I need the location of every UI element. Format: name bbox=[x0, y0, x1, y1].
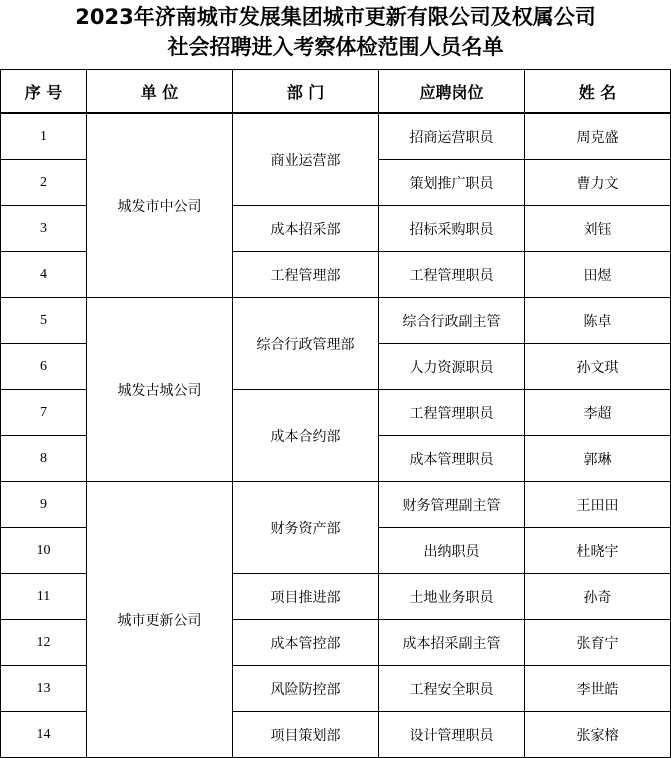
person-name-cell: 李世皓 bbox=[525, 666, 671, 712]
position-cell: 工程管理职员 bbox=[379, 252, 525, 298]
header-unit: 单 位 bbox=[87, 70, 233, 114]
unit-cell: 城发古城公司 bbox=[87, 298, 233, 482]
row-number: 3 bbox=[1, 206, 87, 252]
person-name-cell: 田煜 bbox=[525, 252, 671, 298]
table-header-row bbox=[1, 70, 671, 114]
position-cell: 设计管理职员 bbox=[379, 712, 525, 758]
position-cell: 策划推广职员 bbox=[379, 160, 525, 206]
unit-cell: 城市更新公司 bbox=[87, 482, 233, 758]
person-name-cell: 刘钰 bbox=[525, 206, 671, 252]
title-line-1: 2023年济南城市发展集团城市更新有限公司及权属公司 bbox=[75, 5, 596, 29]
header-position: 应聘岗位 bbox=[379, 70, 525, 114]
row-number: 14 bbox=[1, 712, 87, 758]
person-name-cell: 曹力文 bbox=[525, 160, 671, 206]
row-number: 12 bbox=[1, 620, 87, 666]
person-name-cell: 王田田 bbox=[525, 482, 671, 528]
person-name-cell: 孙奇 bbox=[525, 574, 671, 620]
personnel-table bbox=[0, 69, 671, 758]
position-cell: 财务管理副主管 bbox=[379, 482, 525, 528]
person-name-cell: 杜晓宇 bbox=[525, 528, 671, 574]
person-name-cell: 郭琳 bbox=[525, 436, 671, 482]
position-cell: 人力资源职员 bbox=[379, 344, 525, 390]
department-cell: 项目推进部 bbox=[233, 574, 379, 620]
department-cell: 成本合约部 bbox=[233, 390, 379, 482]
position-cell: 工程安全职员 bbox=[379, 666, 525, 712]
department-cell: 项目策划部 bbox=[233, 712, 379, 758]
department-cell: 成本管控部 bbox=[233, 620, 379, 666]
row-number: 1 bbox=[1, 113, 87, 160]
row-number: 5 bbox=[1, 298, 87, 344]
position-cell: 工程管理职员 bbox=[379, 390, 525, 436]
department-cell: 财务资产部 bbox=[233, 482, 379, 574]
position-cell: 土地业务职员 bbox=[379, 574, 525, 620]
table-row bbox=[1, 298, 671, 344]
position-cell: 出纳职员 bbox=[379, 528, 525, 574]
department-cell: 风险防控部 bbox=[233, 666, 379, 712]
position-cell: 成本管理职员 bbox=[379, 436, 525, 482]
row-number: 4 bbox=[1, 252, 87, 298]
unit-cell: 城发市中公司 bbox=[87, 113, 233, 298]
person-name-cell: 张家榕 bbox=[525, 712, 671, 758]
person-name-cell: 陈卓 bbox=[525, 298, 671, 344]
row-number: 9 bbox=[1, 482, 87, 528]
row-number: 2 bbox=[1, 160, 87, 206]
row-number: 7 bbox=[1, 390, 87, 436]
row-number: 8 bbox=[1, 436, 87, 482]
department-cell: 综合行政管理部 bbox=[233, 298, 379, 390]
row-number: 11 bbox=[1, 574, 87, 620]
header-serial: 序 号 bbox=[1, 70, 87, 114]
table-row bbox=[1, 482, 671, 528]
row-number: 6 bbox=[1, 344, 87, 390]
person-name-cell: 周克盛 bbox=[525, 113, 671, 160]
header-department: 部 门 bbox=[233, 70, 379, 114]
header-name: 姓 名 bbox=[525, 70, 671, 114]
person-name-cell: 李超 bbox=[525, 390, 671, 436]
department-cell: 商业运营部 bbox=[233, 113, 379, 206]
row-number: 10 bbox=[1, 528, 87, 574]
position-cell: 招商运营职员 bbox=[379, 113, 525, 160]
person-name-cell: 孙文琪 bbox=[525, 344, 671, 390]
department-cell: 成本招采部 bbox=[233, 206, 379, 252]
title-line-2: 社会招聘进入考察体检范围人员名单 bbox=[167, 35, 504, 59]
person-name-cell: 张育宁 bbox=[525, 620, 671, 666]
table-row bbox=[1, 113, 671, 160]
position-cell: 招标采购职员 bbox=[379, 206, 525, 252]
row-number: 13 bbox=[1, 666, 87, 712]
position-cell: 成本招采副主管 bbox=[379, 620, 525, 666]
department-cell: 工程管理部 bbox=[233, 252, 379, 298]
position-cell: 综合行政副主管 bbox=[379, 298, 525, 344]
